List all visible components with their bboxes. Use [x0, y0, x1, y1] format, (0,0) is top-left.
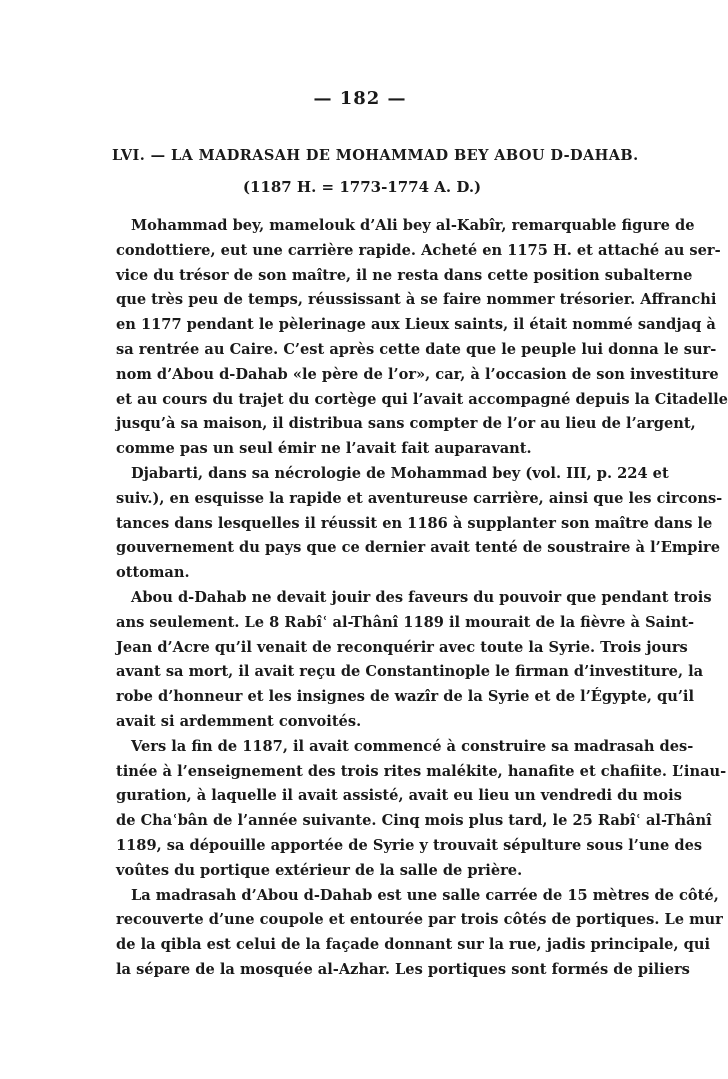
text-line: 1189, sa dépouille apportée de Syrie y trouvait sépulture sous l’une des [116, 836, 703, 854]
text-line: recouverte d’une coupole et entourée par trois côtés de portiques. Le mur [116, 911, 723, 929]
text-line: condottiere, eut une carrière rapide. Acheté en 1175 H. et attaché au ser- [116, 241, 721, 259]
text-line: voûtes du portique extérieur de la salle de prière. [116, 861, 523, 879]
text-line: La madrasah d’Abou d-Dahab est une salle carrée de 15 mètres de côté, [131, 886, 719, 904]
text-line: Djabarti, dans sa nécrologie de Mohammad bey (vol. III, p. 224 et [131, 464, 669, 482]
text-line: de Chaʿbân de l’année suivante. Cinq mois plus tard, le 25 Rabîʿ al-Thânî [116, 812, 712, 830]
text-line: robe d’honneur et les insignes de wazîr de la Syrie et de l’Égypte, qu’il [116, 688, 694, 706]
text-line: Jean d’Acre qu’il venait de reconquérir avec toute la Syrie. Trois jours [116, 638, 688, 656]
text-line: jusqu’à sa maison, il distribua sans compter de l’or au lieu de l’argent, [116, 415, 696, 433]
text-line: Vers la fin de 1187, il avait commencé à construire sa madrasah des- [131, 737, 694, 755]
text-line: tinée à l’enseignement des trois rites malékite, hanafite et chafiite. L’inau- [116, 762, 727, 780]
text-line: sa rentrée au Caire. C’est après cette date que le peuple lui donna le sur- [116, 340, 717, 358]
text-line: avant sa mort, il avait reçu de Constantinople le firman d’investiture, la [116, 663, 704, 681]
text-line: comme pas un seul émir ne l’avait fait auparavant. [116, 440, 532, 458]
text-line: vice du trésor de son maître, il ne resta dans cette position subalterne [116, 266, 693, 284]
text-line: de la qibla est celui de la façade donnant sur la rue, jadis principale, qui [116, 936, 710, 954]
body-text [116, 214, 728, 983]
text-line: et au cours du trajet du cortège qui l’avait accompagné depuis la Citadelle [116, 390, 728, 408]
chapter-date: (1187 H. = 1773-1774 A. D.) [242, 178, 482, 196]
text-line: la sépare de la mosquée al-Azhar. Les portiques sont formés de piliers [116, 960, 690, 978]
text-line: en 1177 pendant le pèlerinage aux Lieux saints, il était nommé sandjaq à [116, 316, 716, 334]
text-line: tances dans lesquelles il réussit en 1186 à supplanter son maître dans le [116, 514, 713, 532]
text-line: suiv.), en esquisse la rapide et aventureuse carrière, ainsi que les circons- [116, 489, 723, 507]
text-line: Abou d-Dahab ne devait jouir des faveurs du pouvoir que pendant trois [131, 588, 712, 606]
text-line: ottoman. [116, 564, 190, 582]
text-line: guration, à laquelle il avait assisté, avait eu lieu un vendredi du mois [116, 787, 682, 805]
chapter-title: LVI. — LA MADRASAH DE MOHAMMAD BEY ABOU D-DAHAB. [112, 147, 639, 164]
text-line: Mohammad bey, mamelouk d’Ali bey al-Kabîr, remarquable figure de [131, 217, 695, 234]
page-number: — 182 — [313, 88, 407, 109]
text-line: avait si ardemment convoités. [116, 712, 362, 730]
text-line: nom d’Abou d-Dahab «le père de l’or», car, à l’occasion de son investiture [116, 365, 719, 383]
text-line: que très peu de temps, réussissant à se faire nommer trésorier. Affranchi [116, 291, 717, 309]
text-line: gouvernement du pays que ce dernier avait tenté de soustraire à l’Empire [116, 539, 720, 557]
text-line: ans seulement. Le 8 Rabîʿ al-Thânî 1189 il mourait de la fièvre à Saint- [116, 613, 695, 631]
